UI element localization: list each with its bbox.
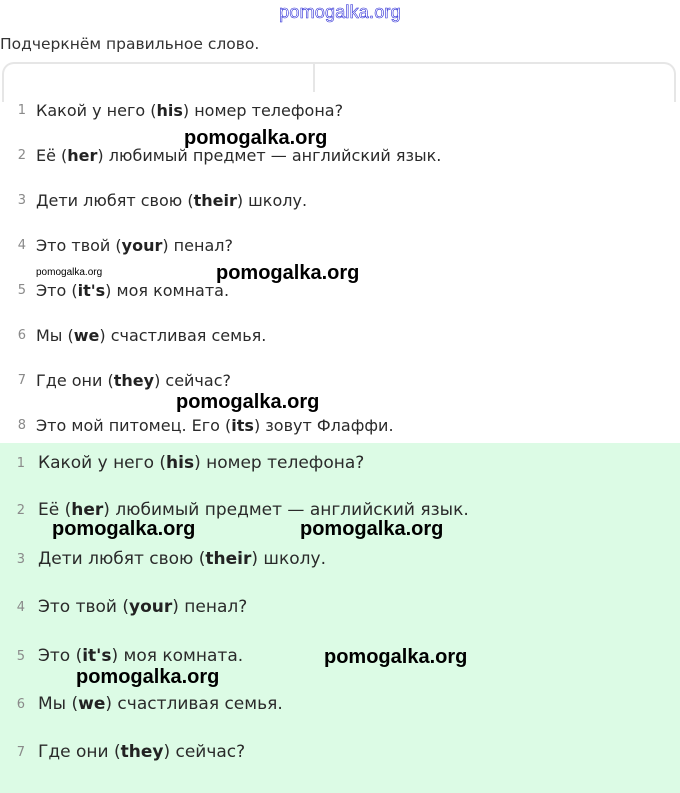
list-item — [0, 740, 680, 764]
item-number: 4 — [17, 238, 26, 253]
table-divider — [313, 64, 315, 92]
chosen-word: it's — [82, 646, 112, 666]
table-frame — [2, 62, 676, 102]
watermark: pomogalka.org — [216, 262, 360, 284]
chosen-word: her — [67, 146, 98, 165]
list-item — [0, 451, 680, 475]
item-text: Её (her) любимый предмет — английский язык. — [38, 500, 469, 520]
item-number: 3 — [17, 193, 26, 208]
chosen-word: her — [71, 500, 104, 520]
item-number: 7 — [17, 373, 26, 388]
item-text: Какой у него (his) номер телефона? — [38, 453, 365, 473]
item-number: 5 — [16, 649, 25, 664]
item-number: 4 — [16, 600, 25, 615]
item-number: 2 — [16, 503, 25, 518]
chosen-word: its — [231, 416, 254, 435]
item-number: 1 — [17, 103, 26, 118]
item-text: Это (it's) моя комната. — [36, 281, 230, 300]
list-item — [0, 369, 680, 393]
list-item — [0, 234, 680, 258]
chosen-word: it's — [77, 281, 106, 300]
item-text: Мы (we) счастливая семья. — [36, 326, 267, 345]
item-text: Где они (they) сейчас? — [38, 742, 246, 762]
item-number: 2 — [17, 148, 26, 163]
watermark: pomogalka.org — [76, 666, 220, 688]
chosen-word: your — [129, 597, 173, 617]
chosen-word: we — [78, 694, 106, 714]
item-text: Где они (they) сейчас? — [36, 371, 231, 390]
item-text: Это мой питомец. Его (its) зовут Флаффи. — [36, 416, 394, 435]
list-item — [0, 692, 680, 716]
item-text: Её (her) любимый предмет — английский язык. — [36, 146, 442, 165]
chosen-word: their — [205, 549, 252, 569]
item-number: 6 — [16, 697, 25, 712]
task-instruction: Подчеркнём правильное слово. — [0, 35, 260, 53]
item-text: Дети любят свою (their) школу. — [38, 549, 326, 569]
item-text: Мы (we) счастливая семья. — [38, 694, 283, 714]
list-item — [0, 547, 680, 571]
watermark: pomogalka.org — [36, 267, 103, 278]
list-item — [0, 324, 680, 348]
item-text: Дети любят свою (their) школу. — [36, 191, 308, 210]
item-number: 1 — [16, 456, 25, 471]
list-item — [0, 189, 680, 213]
item-number: 6 — [17, 328, 26, 343]
item-number: 8 — [17, 418, 26, 433]
list-item — [0, 414, 680, 438]
chosen-word: your — [121, 236, 163, 255]
site-watermark-top: pomogalka.org — [279, 2, 401, 22]
item-number: 3 — [16, 552, 25, 567]
list-item — [0, 99, 680, 123]
item-number: 7 — [16, 745, 25, 760]
chosen-word: their — [193, 191, 237, 210]
chosen-word: his — [156, 101, 183, 120]
item-text: Это твой (your) пенал? — [36, 236, 233, 255]
list-item — [0, 144, 680, 168]
answer-list — [0, 443, 680, 793]
watermark: pomogalka.org — [176, 391, 320, 413]
watermark: pomogalka.org — [300, 518, 444, 540]
watermark: pomogalka.org — [184, 127, 328, 149]
item-text: Это (it's) моя комната. — [38, 646, 244, 666]
chosen-word: they — [120, 742, 164, 762]
watermark: pomogalka.org — [324, 646, 468, 668]
chosen-word: they — [113, 371, 155, 390]
chosen-word: we — [73, 326, 100, 345]
item-text: Какой у него (his) номер телефона? — [36, 101, 344, 120]
list-item — [0, 595, 680, 619]
item-number: 5 — [17, 283, 26, 298]
chosen-word: his — [166, 453, 195, 473]
watermark: pomogalka.org — [52, 518, 196, 540]
item-text: Это твой (your) пенал? — [38, 597, 248, 617]
